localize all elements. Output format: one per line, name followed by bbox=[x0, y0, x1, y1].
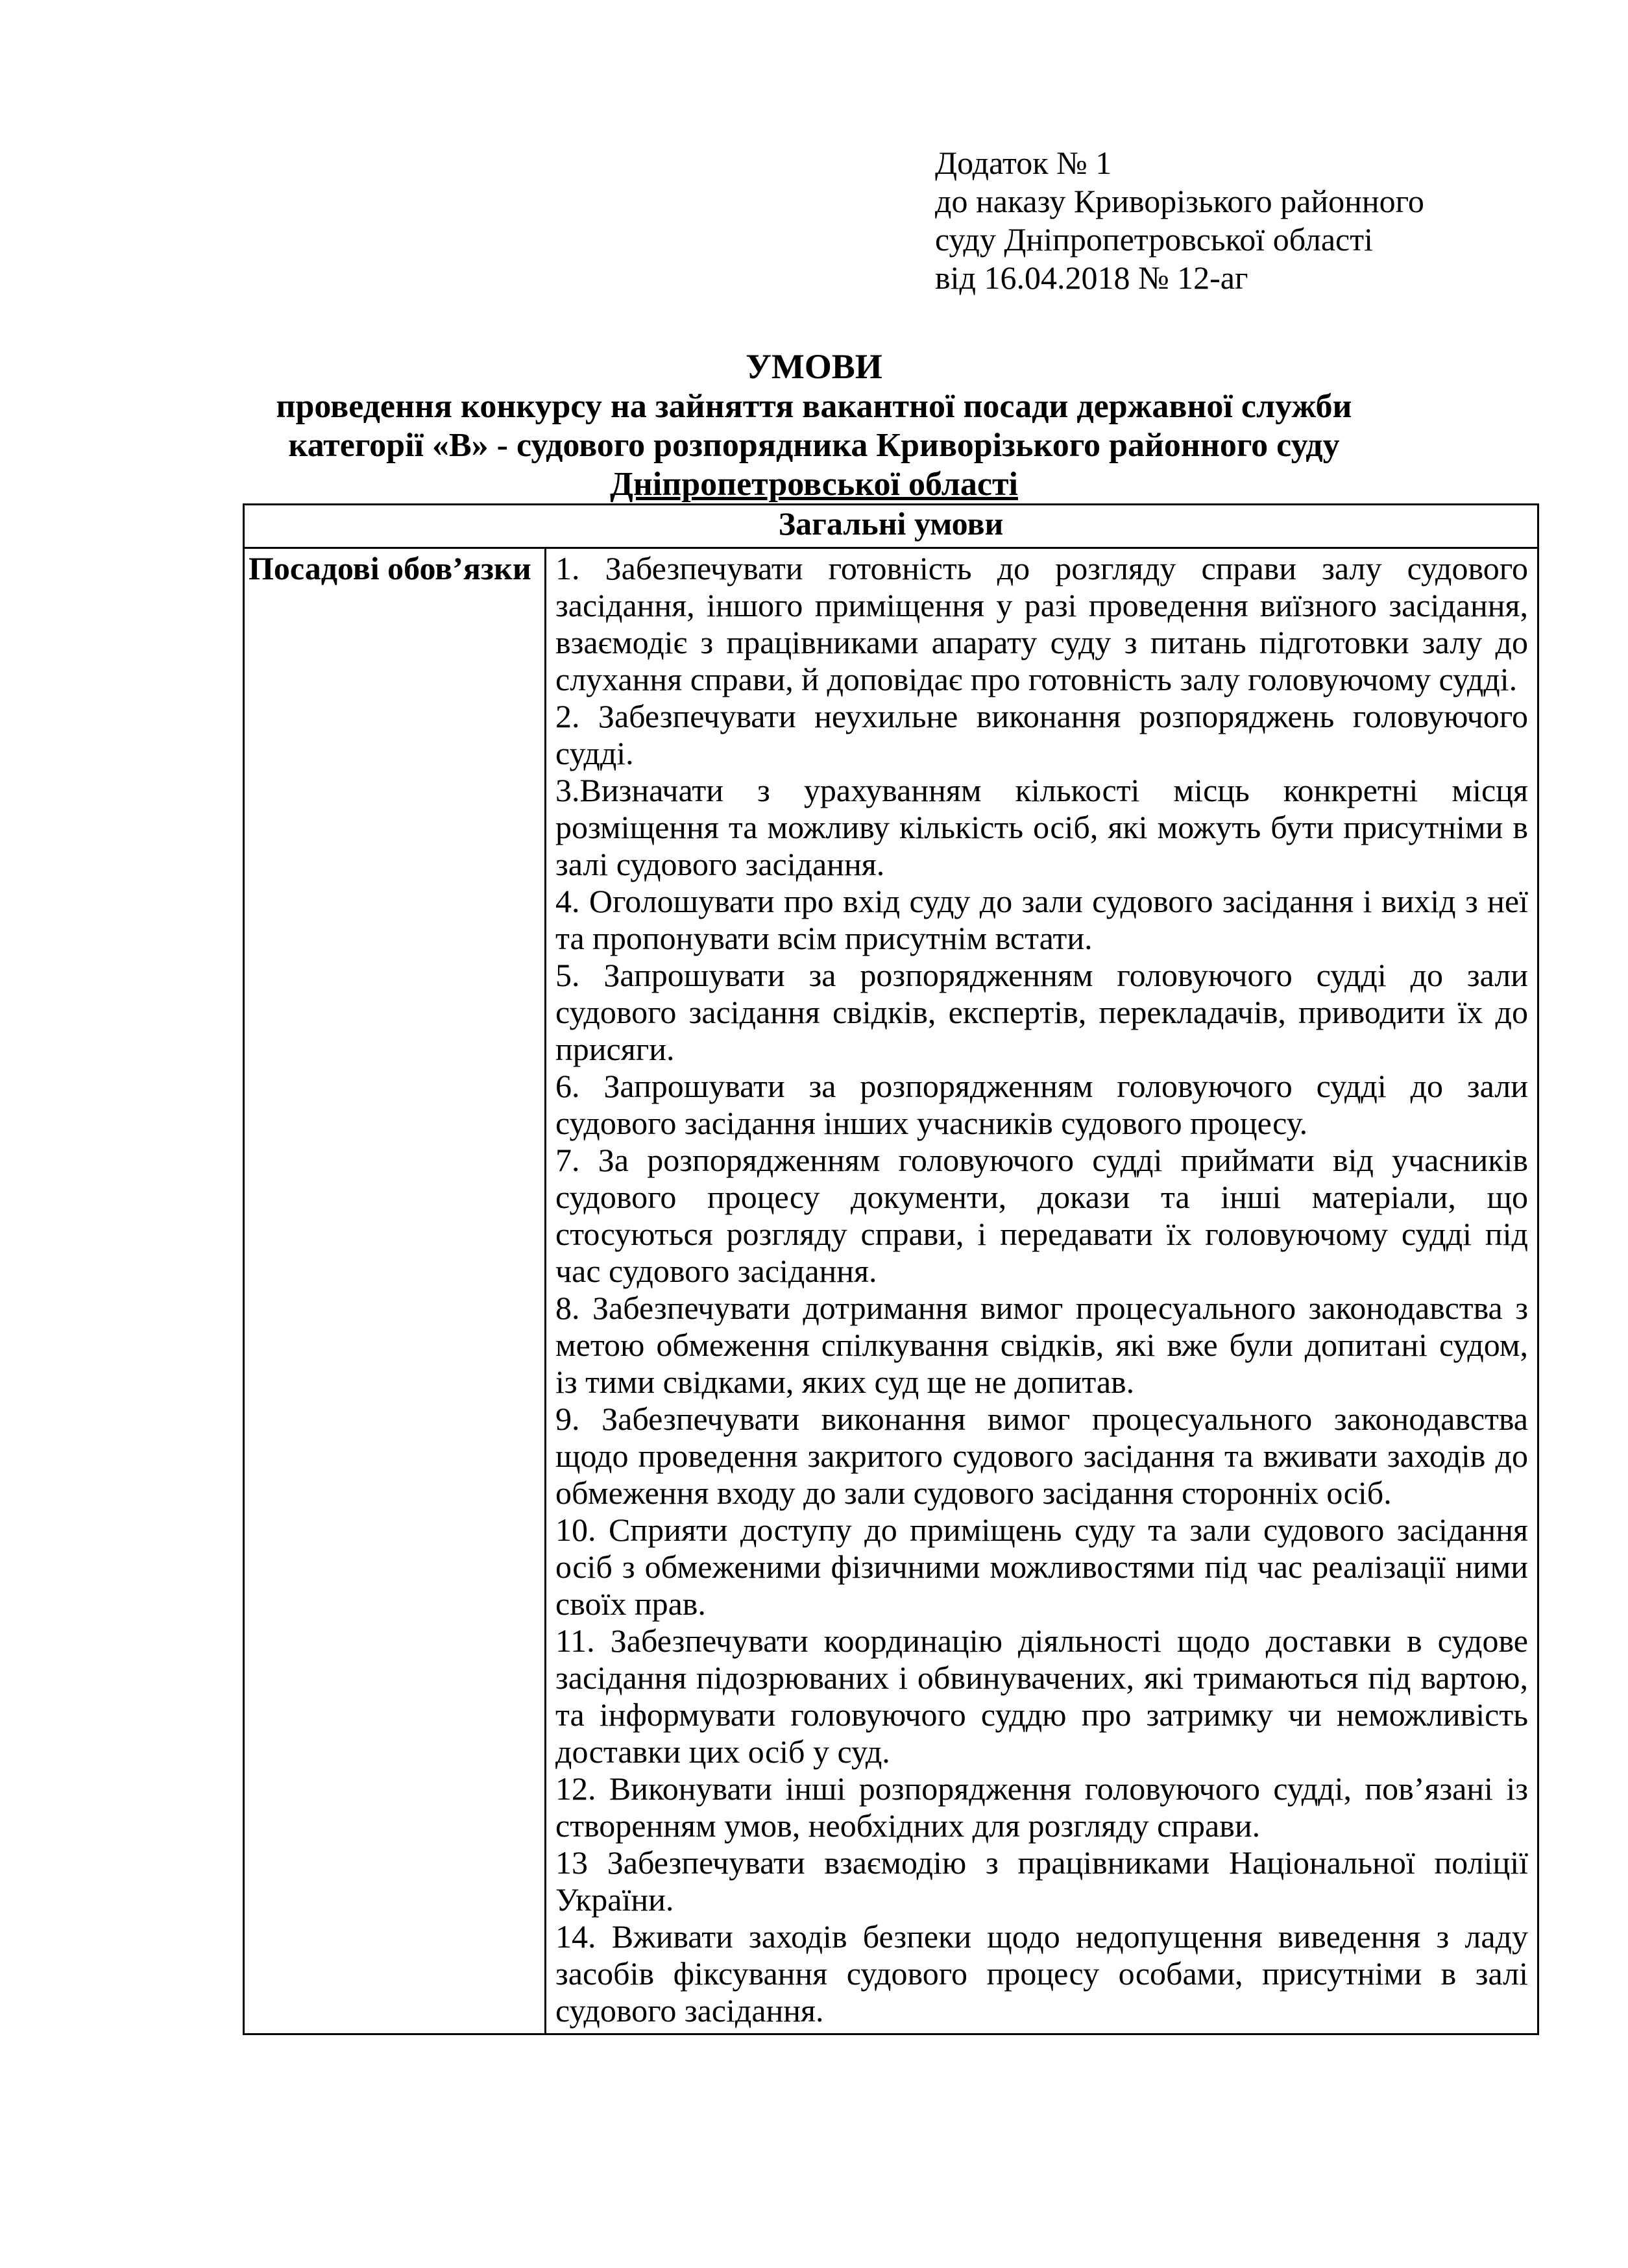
duty-item: 1. Забезпечувати готовність до розгляду справи залу судового засідання, іншого приміщення у разі проведення виїзного засідання, взаємодіє з працівниками апарату суду з питань підготовки залу до слухання справи, й доповідає про готовність залу головуючому судді. bbox=[555, 550, 1528, 697]
annex-line: до наказу Криворізького районного bbox=[935, 183, 1424, 219]
conditions-table bbox=[243, 503, 1539, 2035]
document-title bbox=[0, 347, 1628, 504]
table-row bbox=[244, 548, 1538, 2034]
title-line: проведення конкурсу на зайняття вакантної посади державної служби bbox=[276, 388, 1352, 425]
section-header: Загальні умови bbox=[244, 505, 1538, 548]
duty-item: 8. Забезпечувати дотримання вимог процесуального законодавства з метою обмеження спілкування свідків, які вже були допитані судом, із тими свідками, яких суд ще не допитав. bbox=[555, 1290, 1528, 1400]
duty-item: 10. Сприяти доступу до приміщень суду та зали судового засідання осіб з обмеженими фізичними можливостями під час реалізації ними своїх прав. bbox=[555, 1512, 1528, 1622]
duty-item: 6. Запрошувати за розпорядженням головуючого судді до зали судового засідання інших учасників судового процесу. bbox=[555, 1068, 1528, 1141]
duty-item: 2. Забезпечувати неухильне виконання розпоряджень головуючого судді. bbox=[555, 698, 1528, 771]
annex-line: від 16.04.2018 № 12-аг bbox=[935, 259, 1248, 296]
annex-reference bbox=[935, 144, 1424, 297]
duty-item: 12. Виконувати інші розпорядження головуючого судді, пов’язані із створенням умов, необхідних для розгляду справи. bbox=[555, 1770, 1528, 1844]
title-line: Дніпропетровської області bbox=[610, 466, 1018, 503]
duties-cell bbox=[546, 548, 1538, 2034]
title-line: категорії «В» - судового розпорядника Криворізького районного суду bbox=[288, 427, 1340, 464]
duty-item: 7. За розпорядженням головуючого судді приймати від учасників судового процесу документи, докази та інші матеріали, що стосуються розгляду справи, і передавати їх головуючому судді під час судового засідання. bbox=[555, 1142, 1528, 1289]
annex-line: Додаток № 1 bbox=[935, 145, 1112, 181]
duty-item: 3.Визначати з урахуванням кількості місць конкретні місця розміщення та можливу кількість осіб, які можуть бути присутніми в залі судового засідання. bbox=[555, 772, 1528, 882]
duty-item: 5. Запрошувати за розпорядженням головуючого судді до зали судового засідання свідків, експертів, перекладачів, приводити їх до присяги. bbox=[555, 957, 1528, 1067]
duty-item: 13 Забезпечувати взаємодію з працівниками Національної поліції України. bbox=[555, 1844, 1528, 1918]
duty-item: 11. Забезпечувати координацію діяльності щодо доставки в судове засідання підозрюваних і обвинувачених, які тримаються під вартою, та інформувати головуючого суддю про затримку чи неможливість доставки цих осіб у суд. bbox=[555, 1623, 1528, 1770]
row-label: Посадові обов’язки bbox=[244, 548, 546, 2034]
duty-item: 14. Вживати заходів безпеки щодо недопущення виведення з ладу засобів фіксування судового процесу особами, присутніми в залі судового засідання. bbox=[555, 1918, 1528, 2029]
duty-item: 4. Оголошувати про вхід суду до зали судового засідання і вихід з неї та пропонувати всім присутнім встати. bbox=[555, 883, 1528, 956]
title-heading: УМОВИ bbox=[746, 347, 882, 386]
duty-item: 9. Забезпечувати виконання вимог процесуального законодавства щодо проведення закритого судового засідання та вживати заходів до обмеження входу до зали судового засідання сторонніх осіб. bbox=[555, 1401, 1528, 1511]
annex-line: суду Дніпропетровської області bbox=[935, 221, 1373, 258]
